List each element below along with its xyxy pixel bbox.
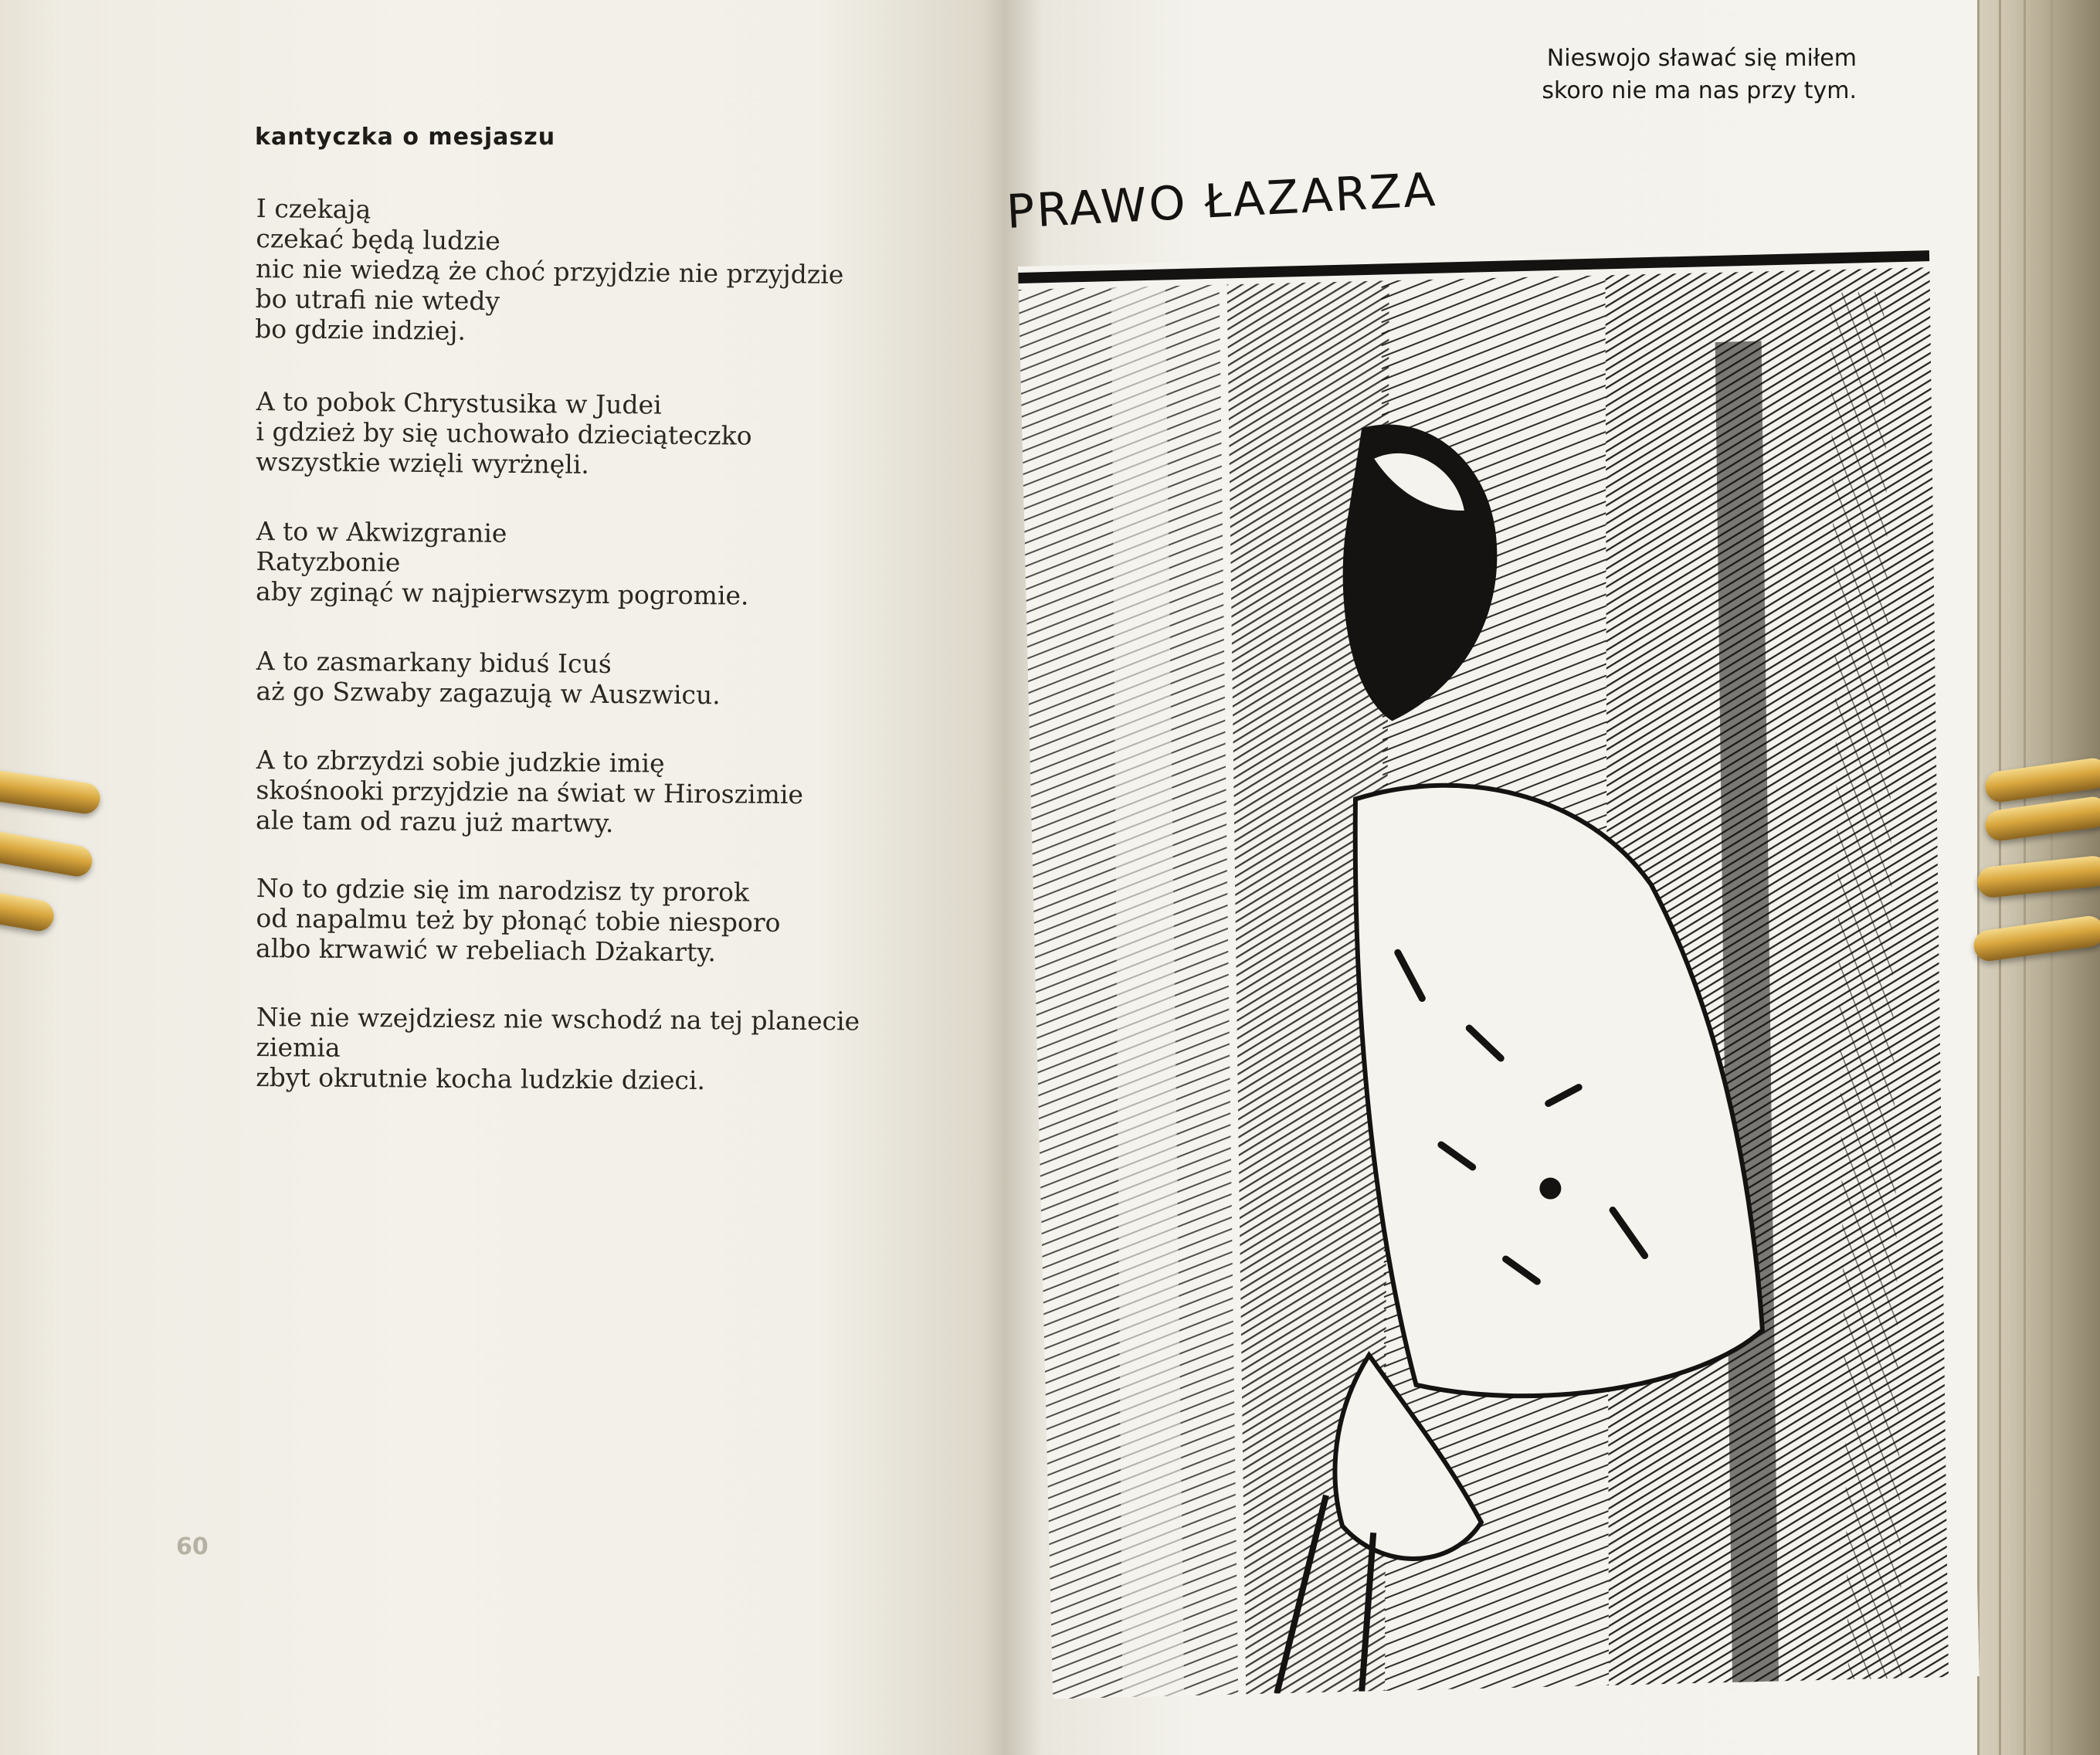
stanza-1 bbox=[255, 193, 967, 351]
poem-line: ale tam od razu już martwy. bbox=[255, 804, 614, 839]
poem-line: A to w Akwizgranie bbox=[256, 516, 507, 548]
poem-line: czekać będą ludzie bbox=[256, 222, 500, 256]
stanza-5 bbox=[256, 745, 967, 841]
page-number: 60 bbox=[176, 1533, 209, 1560]
epigraph-line: Nieswojo sławać się miłem bbox=[1546, 45, 1857, 72]
poem-line: i gdzież by się uchowało dzieciąteczko bbox=[256, 416, 752, 451]
ink-illustration bbox=[1018, 244, 1980, 1699]
illustration-drawing bbox=[1018, 244, 1980, 1699]
poem-line: bo gdzie indziej. bbox=[254, 313, 466, 346]
poem-line: aby zginąć w najpierwszym pogromie. bbox=[255, 575, 749, 611]
poem-line: albo krwawić w rebeliach Dżakarty. bbox=[255, 932, 717, 968]
poem-line: bo utrafi nie wtedy bbox=[255, 283, 500, 317]
poem-title: kantyczka o mesjaszu bbox=[255, 124, 556, 151]
poem-line: aż go Szwaby zagazują w Auszwicu. bbox=[256, 675, 721, 711]
stanza-3 bbox=[256, 516, 967, 613]
stanza-6 bbox=[256, 873, 967, 969]
poem-line: skośnooki przyjdzie na świat w Hiroszimie bbox=[256, 774, 804, 810]
poem-line: No to gdzie się im narodzisz ty prorok bbox=[256, 873, 750, 908]
poem-line: A to zbrzydzi sobie judzkie imię bbox=[256, 745, 665, 779]
stanza-7 bbox=[256, 1002, 967, 1097]
stanza-2 bbox=[256, 386, 967, 483]
poem-line: A to zasmarkany biduś Icuś bbox=[256, 646, 612, 680]
chapter-title: PRAWO ŁAZARZA bbox=[1005, 162, 1439, 239]
poem-line: Ratyzbonie bbox=[256, 545, 401, 578]
epigraph bbox=[1542, 42, 1857, 107]
left-page bbox=[0, 0, 1023, 1755]
stanza-4 bbox=[256, 646, 967, 712]
poem-line: Nie nie wzejdziesz nie wschodź na tej planecie bbox=[256, 1002, 860, 1037]
epigraph-line: skoro nie ma nas przy tym. bbox=[1542, 77, 1857, 104]
poem-line: zbyt okrutnie kocha ludzkie dzieci. bbox=[256, 1061, 706, 1096]
poem-line: nic nie wiedzą że choć przyjdzie nie przyjdzie bbox=[255, 253, 844, 290]
poem-line: ziemia bbox=[256, 1031, 341, 1063]
poem-line: A to pobok Chrystusika w Judei bbox=[256, 386, 662, 420]
poem-line: I czekają bbox=[256, 193, 371, 225]
poem-line: od napalmu też by płonąć tobie niesporo bbox=[256, 902, 781, 938]
poem-line: wszystkie wzięli wyrżnęli. bbox=[255, 446, 590, 480]
